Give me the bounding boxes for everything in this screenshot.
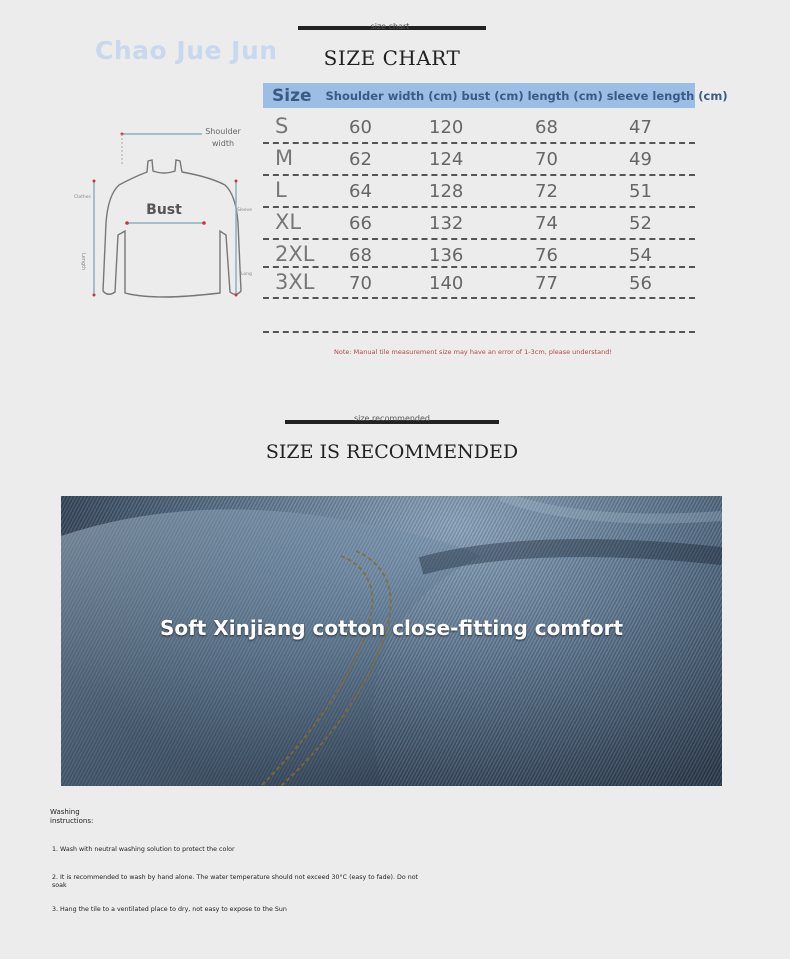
table-blank-divider bbox=[263, 331, 695, 333]
size-cell: 3XL bbox=[275, 270, 315, 294]
shoulder-cell: 66 bbox=[349, 213, 372, 234]
bust-cell: 120 bbox=[429, 117, 464, 138]
table-row bbox=[263, 144, 695, 176]
washing-item-2: 2. It is recommended to wash by hand alone. The water temperature should not exceed 30°C (easy to fade). Do not soak bbox=[52, 874, 419, 889]
length-cell: 76 bbox=[535, 245, 558, 266]
long-label: Long bbox=[241, 272, 252, 277]
sleeve-cell: 51 bbox=[629, 181, 652, 202]
jacket-measurement-diagram bbox=[70, 115, 270, 305]
shoulder-label-1: Shoulder bbox=[205, 127, 241, 136]
washing-item-1: 1. Wash with neutral washing solution to protect the color bbox=[52, 846, 235, 853]
shoulder-cell: 68 bbox=[349, 245, 372, 266]
sleeve-label: Sleeve bbox=[237, 208, 253, 213]
denim-fold-shading bbox=[61, 496, 722, 786]
size-chart-title: SIZE CHART bbox=[323, 46, 461, 70]
length-cell: 72 bbox=[535, 181, 558, 202]
size-table-body bbox=[263, 112, 695, 299]
size-cell: M bbox=[275, 146, 294, 170]
size-chart-banner-text: size chart bbox=[370, 22, 410, 30]
table-row bbox=[263, 112, 695, 144]
shoulder-label-2: width bbox=[211, 139, 235, 148]
length-cell: 74 bbox=[535, 213, 558, 234]
size-cell: 2XL bbox=[275, 242, 315, 266]
length-cell: 77 bbox=[535, 273, 558, 294]
shoulder-cell: 64 bbox=[349, 181, 372, 202]
sleeve-cell: 52 bbox=[629, 213, 652, 234]
bust-label: Bust bbox=[146, 202, 182, 218]
denim-fabric-image bbox=[61, 496, 722, 786]
size-cell: XL bbox=[275, 210, 302, 234]
clothes-label: Clothes bbox=[74, 195, 91, 200]
fabric-caption: Soft Xinjiang cotton close-fitting comfort bbox=[159, 616, 624, 640]
measurement-columns-header: Shoulder width (cm) bust (cm) length (cm) sleeve length (cm) bbox=[325, 88, 728, 103]
bust-cell: 132 bbox=[429, 213, 464, 234]
table-row bbox=[263, 240, 695, 268]
length-cell: 68 bbox=[535, 117, 558, 138]
size-cell: L bbox=[275, 178, 287, 202]
bust-cell: 136 bbox=[429, 245, 464, 266]
size-table-header bbox=[263, 83, 728, 108]
length-vertical-label: Length bbox=[80, 253, 86, 271]
sleeve-cell: 47 bbox=[629, 117, 652, 138]
shoulder-cell: 62 bbox=[349, 149, 372, 170]
recommended-title: SIZE IS RECOMMENDED bbox=[265, 441, 519, 463]
washing-title: Washing instructions: bbox=[50, 808, 94, 825]
bust-cell: 140 bbox=[429, 273, 464, 294]
sleeve-cell: 54 bbox=[629, 245, 652, 266]
size-column-header: Size bbox=[272, 85, 312, 106]
bust-cell: 128 bbox=[429, 181, 464, 202]
recommended-banner-text: size recommended bbox=[353, 414, 431, 422]
table-row bbox=[263, 208, 695, 240]
table-row bbox=[263, 176, 695, 208]
bust-cell: 124 bbox=[429, 149, 464, 170]
washing-item-3: 3. Hang the tile to a ventilated place to dry, not easy to expose to the Sun bbox=[52, 906, 287, 913]
measurement-note: Note: Manual tile measurement size may have an error of 1-3cm, please understand! bbox=[333, 348, 612, 356]
shoulder-cell: 70 bbox=[349, 273, 372, 294]
sleeve-cell: 56 bbox=[629, 273, 652, 294]
length-cell: 70 bbox=[535, 149, 558, 170]
shoulder-cell: 60 bbox=[349, 117, 372, 138]
brand-watermark: Chao Jue Jun bbox=[95, 36, 278, 65]
size-cell: S bbox=[275, 114, 289, 138]
table-row bbox=[263, 268, 695, 299]
sleeve-cell: 49 bbox=[629, 149, 652, 170]
